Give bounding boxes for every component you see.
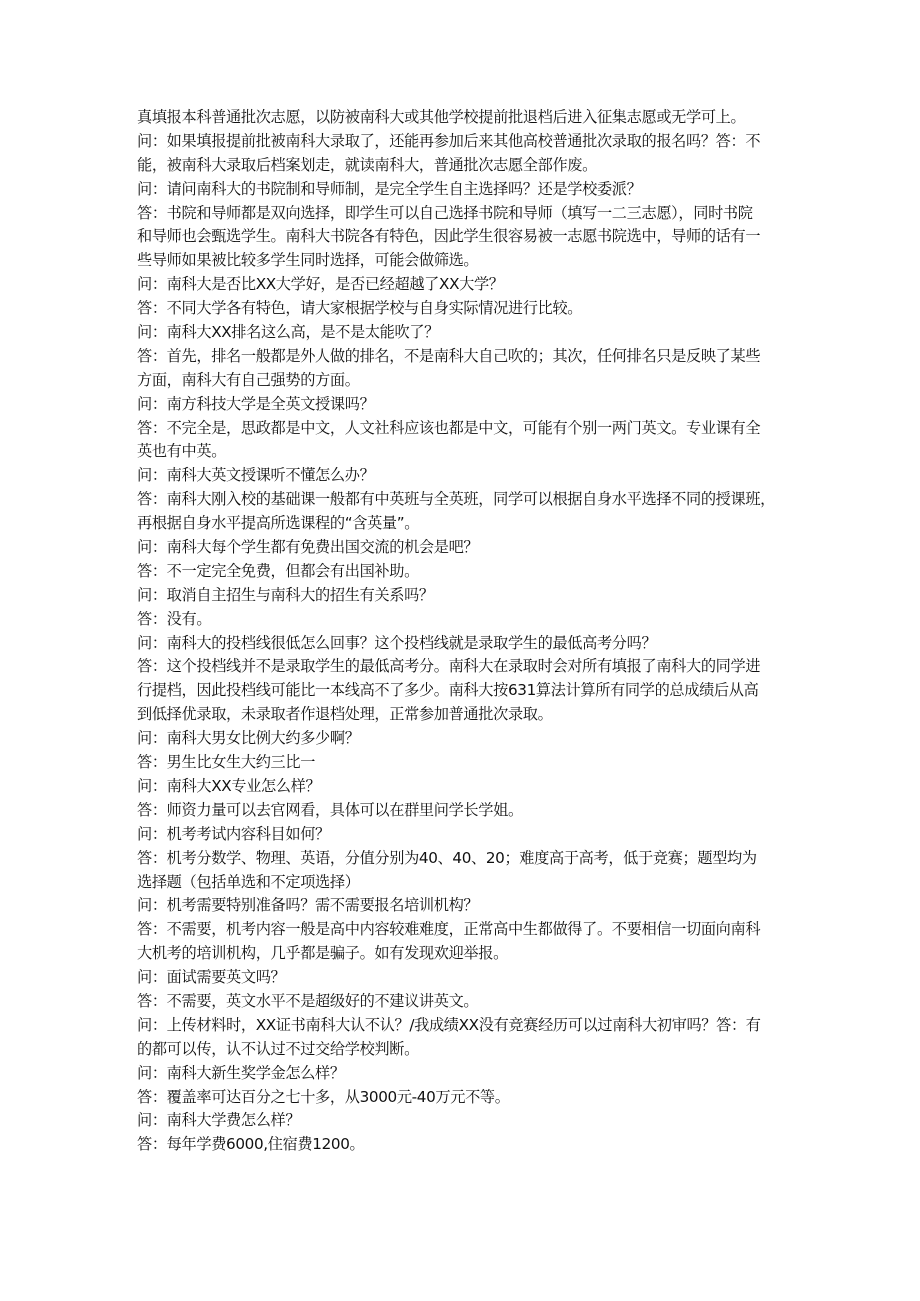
question-line: 问：南科大每个学生都有免费出国交流的机会是吧？: [137, 538, 479, 557]
question-line: 问：南方科技大学是全英文授课吗？: [137, 394, 375, 413]
answer-line: 答：男生比女生大约三比一: [137, 753, 316, 772]
text-line: 大机考的培训机构，几乎都是骗子。如有发现欢迎举报。: [137, 944, 508, 963]
answer-line: 答：不需要，机考内容一般是高中内容较难难度，正常高中生都做得了。不要相信一切面向南科: [137, 920, 761, 939]
text-line: 再根据自身水平提高所选课程的“含英量”。: [137, 514, 420, 533]
question-line: 问：南科大XX专业怎么样？: [137, 776, 321, 795]
text-line: 行提档，因此投档线可能比一本线高不了多少。南科大按631算法计算所有同学的总成绩后从高: [137, 681, 759, 700]
question-line: 问：南科大新生奖学金怎么样？: [137, 1063, 345, 1082]
answer-line: 答：不同大学各有特色，请大家根据学校与自身实际情况进行比较。: [137, 299, 583, 318]
text-line: 英也有中英。: [137, 442, 227, 461]
question-line: 问：上传材料时，XX证书南科大认不认？/我成绩XX没有竞赛经历可以过南科大初审吗？答：有: [137, 1015, 761, 1034]
answer-line: 答：没有。: [137, 609, 212, 628]
answer-line: 答：机考分数学、物理、英语，分值分别为40、40、20；难度高于高考，低于竞赛；题型均为: [137, 848, 757, 867]
text-line: 真填报本科普通批次志愿，以防被南科大或其他学校提前批退档后进入征集志愿或无学可上。: [137, 108, 746, 126]
answer-line: 答：覆盖率可达百分之七十多，从3000元-40万元不等。: [137, 1087, 510, 1106]
question-line: 问：机考需要特别准备吗？需不需要报名培训机构？: [137, 896, 479, 915]
text-line: 到低择优录取，未录取者作退档处理，正常参加普通批次录取。: [137, 705, 553, 724]
question-line: 问：南科大英文授课听不懂怎么办？: [137, 466, 375, 485]
question-line: 问：取消自主招生与南科大的招生有关系吗？: [137, 585, 434, 604]
question-line: 问：南科大学费怎么样？: [137, 1111, 301, 1130]
question-line: 问：如果填报提前批被南科大录取了，还能再参加后来其他高校普通批次录取的报名吗？答：不: [137, 131, 761, 150]
answer-line: 答：不一定完全免费，但都会有出国补助。: [137, 561, 419, 580]
question-line: 问：南科大是否比XX大学好，是否已经超越了XX大学？: [137, 275, 504, 294]
question-line: 问：机考考试内容科目如何？: [137, 824, 330, 843]
answer-line: 答：不完全是，思政都是中文，人文社科应该也都是中文，可能有个别一两门英文。专业课有全: [137, 418, 761, 437]
answer-line: 答：不需要，英文水平不是超级好的不建议讲英文。: [137, 991, 479, 1010]
question-line: 问：面试需要英文吗？: [137, 968, 286, 987]
question-line: 问：请问南科大的书院制和导师制，是完全学生自主选择吗？还是学校委派？: [137, 179, 642, 198]
text-line: 方面，南科大有自己强势的方面。: [137, 370, 360, 389]
answer-line: 答：南科大刚入校的基础课一般都有中英班与全英班，同学可以根据自身水平选择不同的授课班，: [137, 490, 776, 509]
question-line: 问：南科大的投档线很低怎么回事？这个投档线就是录取学生的最低高考分吗？: [137, 633, 657, 652]
text-line: 选择题（包括单选和不定项选择）: [137, 872, 360, 891]
text-line: 的都可以传，认不认过不过交给学校判断。: [137, 1039, 419, 1058]
answer-line: 答：首先，排名一般都是外人做的排名，不是南科大自己吹的；其次，任何排名只是反映了某些: [137, 346, 761, 365]
answer-line: 答：这个投档线并不是录取学生的最低高考分。南科大在录取时会对所有填报了南科大的同学进: [137, 657, 761, 676]
text-line: 和导师也会甄选学生。南科大书院各有特色，因此学生很容易被一志愿书院选中，导师的话有一: [137, 227, 761, 246]
text-line: 些导师如果被比较多学生同时选择，可能会做筛选。: [137, 251, 479, 270]
question-line: 问：南科大男女比例大约多少啊？: [137, 729, 360, 748]
document-page: [137, 106, 785, 1157]
answer-line: 答：每年学费6000,住宿费1200。: [137, 1135, 365, 1154]
question-line: 问：南科大XX排名这么高，是不是太能吹了？: [137, 323, 440, 342]
answer-line: 答：师资力量可以去官网看，具体可以在群里问学长学姐。: [137, 800, 523, 819]
text-line: 能，被南科大录取后档案划走，就读南科大，普通批次志愿全部作废。: [137, 155, 597, 174]
answer-line: 答：书院和导师都是双向选择，即学生可以自己选择书院和导师（填写一二三志愿），同时书院: [137, 203, 753, 222]
